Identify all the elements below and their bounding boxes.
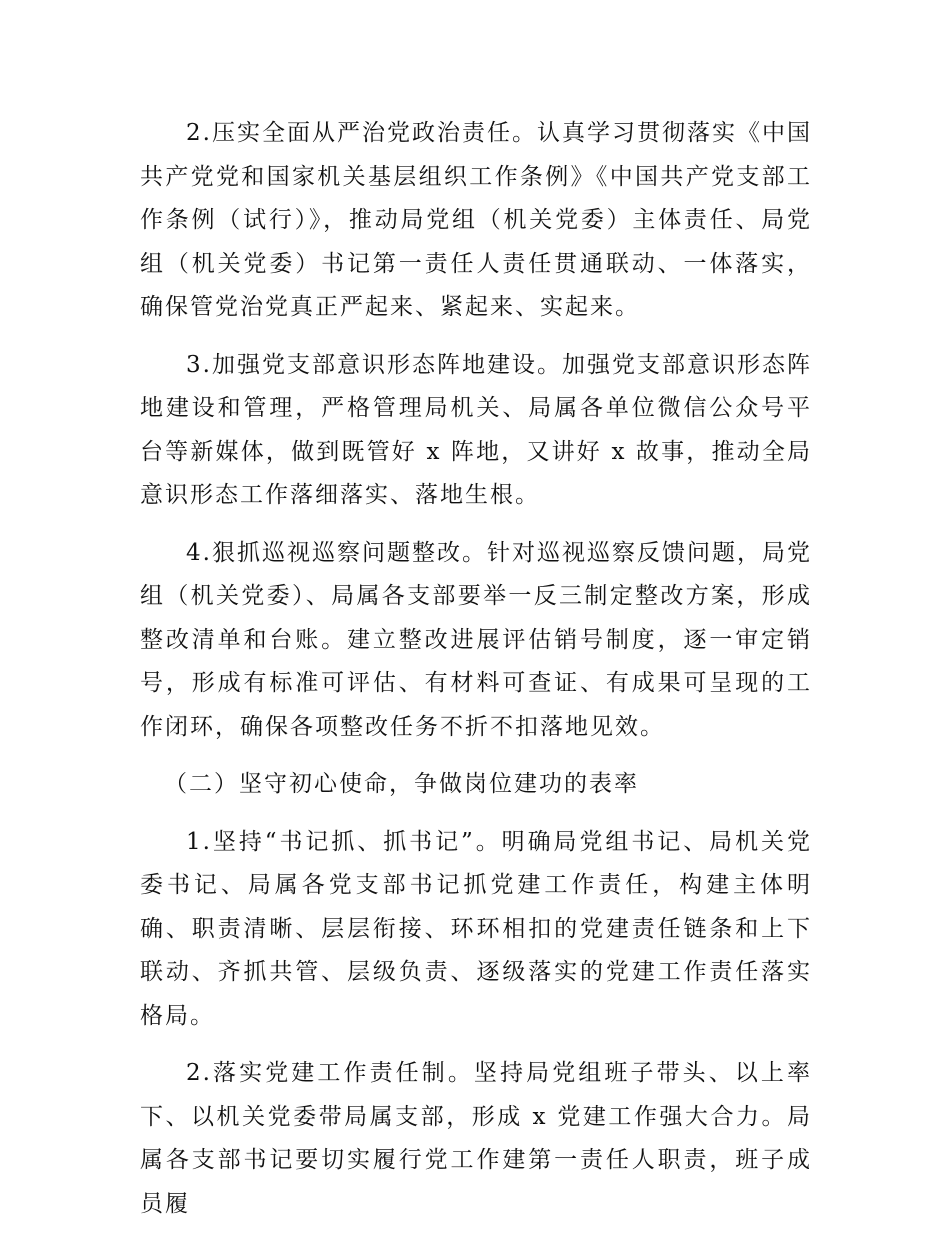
paragraph-inspection: 4.狠抓巡视巡察问题整改。针对巡视巡察反馈问题，局党组（机关党委）、局属各支部要举一反三制定整改方案，形成整改清单和台账。建立整改进展评估销号制度，逐一审定销号，形成有标准可评估、有材料可查证、有成果可呈现的工作闭环，确保各项整改任务不折不扣落地见效。 — [140, 539, 812, 740]
paragraph-secretary: 1.坚持“书记抓、抓书记”。明确局党组书记、局机关党委书记、局属各党支部书记抓党建工作责任，构建主体明确、职责清晰、层层衔接、环环相扣的党建责任链条和上下联动、齐抓共管、层级负责、逐级落实的党建工作责任落实格局。 — [140, 828, 812, 1029]
paragraph-responsibility: 2.压实全面从严治党政治责任。认真学习贯彻落实《中国共产党党和国家机关基层组织工作条例》《中国共产党支部工作条例（试行）》，推动局党组（机关党委）主体责任、局党组（机关党委）书记第一责任人责任贯通联动、一体落实，确保管党治党真正严起来、紧起来、实起来。 — [140, 120, 812, 320]
section-heading: （二）坚守初心使命，争做岗位建功的表率 — [164, 771, 639, 797]
document-body — [140, 112, 812, 1240]
paragraph-ideology: 3.加强党支部意识形态阵地建设。加强党支部意识形态阵地建设和管理，严格管理局机关、局属各单位微信公众号平台等新媒体，做到既管好 x 阵地，又讲好 x 故事，推动全局意识形态工作落细落实、落地生根。 — [140, 351, 812, 508]
paragraph-responsibility-system: 2.落实党建工作责任制。坚持局党组班子带头、以上率下、以机关党委带局属支部，形成 x 党建工作强大合力。局属各支部书记要切实履行党工作建第一责任人职责，班子成员履 — [140, 1060, 812, 1217]
